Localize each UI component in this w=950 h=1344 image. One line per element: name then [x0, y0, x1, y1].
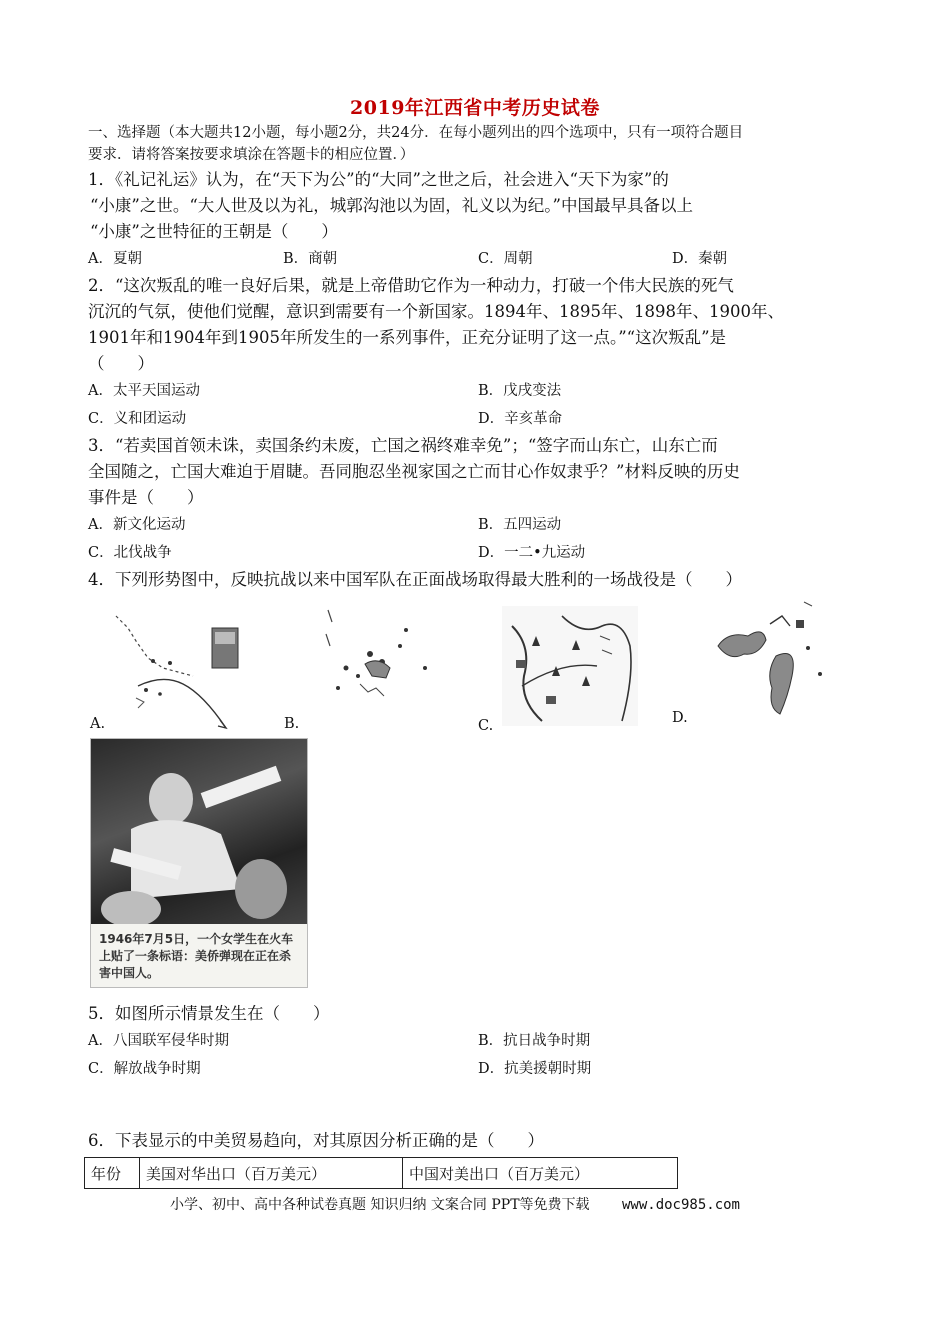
q2-stem-line-4: （ ）	[88, 354, 154, 373]
q3-option-a[interactable]: A．新文化运动	[88, 517, 186, 533]
footer-url[interactable]: www.doc985.com	[621, 1197, 740, 1213]
header-us-exports: 美国对华出口（百万美元）	[140, 1158, 403, 1189]
q2-stem-line-3: 1901年和1904年到1905年所发生的一系列事件，正充分证明了这一点。”“这次叛乱”是	[88, 328, 727, 347]
map-c-label[interactable]: C.	[478, 718, 494, 734]
map-a-image[interactable]	[108, 606, 258, 730]
q3-option-c[interactable]: C．北伐战争	[88, 545, 172, 561]
q3-option-d[interactable]: D．一二•九运动	[478, 545, 586, 561]
section-instructions-line-2: 要求．请将答案按要求填涂在答题卡的相应位置．）	[88, 147, 415, 163]
q6-stem: 6．下表显示的中美贸易趋向，对其原因分析正确的是（ ）	[88, 1131, 544, 1150]
q2-option-a[interactable]: A．太平天国运动	[88, 383, 200, 399]
q1-stem-line-1: 1．《礼记礼运》认为，在“天下为公”的“大同”之世之后，社会进入“天下为家”的	[88, 170, 669, 189]
photo-image	[91, 739, 307, 924]
q2-option-d[interactable]: D．辛亥革命	[478, 411, 563, 427]
q3-stem-line-1: 3．“若卖国首领未诛，卖国条约未废，亡国之祸终难幸免”；“签字而山东亡，山东亡而	[88, 436, 718, 455]
q5-option-b[interactable]: B．抗日战争时期	[478, 1033, 591, 1049]
q2-option-b[interactable]: B．戊戌变法	[478, 383, 562, 399]
header-year: 年份	[85, 1158, 140, 1189]
trade-table	[84, 1157, 678, 1189]
q5-option-a[interactable]: A．八国联军侵华时期	[88, 1033, 229, 1049]
q1-stem-line-2: “小康”之世。“大人世及以为礼，城郭沟池以为固，礼义以为纪。”中国最早具备以上	[90, 196, 693, 215]
q2-stem-line-1: 2．“这次叛乱的唯一良好后果，就是上帝借助它作为一种动力，打破一个伟大民族的死气	[88, 276, 734, 295]
map-d-image[interactable]	[708, 596, 840, 724]
q1-stem-line-3: “小康”之世特征的王朝是（ ）	[90, 222, 338, 241]
map-a-label[interactable]: A.	[90, 716, 106, 732]
q2-stem-line-2: 沉沉的气氛，使他们觉醒，意识到需要有一个新国家。1894年、1895年、1898年、1900年、	[88, 302, 784, 321]
map-d-label[interactable]: D.	[672, 710, 688, 726]
q3-stem-line-3: 事件是（ ）	[88, 488, 204, 507]
q1-option-a[interactable]: A．夏朝	[88, 251, 142, 267]
header-china-exports: 中国对美出口（百万美元）	[403, 1158, 678, 1189]
historical-photo	[90, 738, 308, 988]
map-b-image[interactable]	[310, 604, 440, 714]
q4-stem: 4．下列形势图中，反映抗战以来中国军队在正面战场取得最大胜利的一场战役是（ ）	[88, 570, 742, 589]
page-title: 2019年江西省中考历史试卷	[350, 97, 600, 119]
footer	[170, 1194, 740, 1214]
q3-option-b[interactable]: B．五四运动	[478, 517, 562, 533]
q5-option-d[interactable]: D．抗美援朝时期	[478, 1061, 592, 1077]
footer-text: 小学、初中、高中各种试卷真题 知识归纳 文案合同 PPT等免费下载	[170, 1197, 590, 1213]
q2-option-c[interactable]: C．义和团运动	[88, 411, 187, 427]
q5-stem: 5．如图所示情景发生在（ ）	[88, 1004, 330, 1023]
section-instructions-line-1: 一、选择题（本大题共12小题，每小题2分，共24分．在每小题列出的四个选项中，只有一项符合题目	[88, 125, 744, 141]
map-c-image[interactable]	[502, 606, 638, 726]
q1-option-d[interactable]: D．秦朝	[672, 251, 728, 267]
q3-stem-line-2: 全国随之，亡国大难迫于眉睫。吾同胞忍坐视家国之亡而甘心作奴隶乎？”材料反映的历史	[88, 462, 740, 481]
map-b-label[interactable]: B.	[284, 716, 300, 732]
q5-option-c[interactable]: C．解放战争时期	[88, 1061, 201, 1077]
q1-option-c[interactable]: C．周朝	[478, 251, 533, 267]
q1-option-b[interactable]: B．商朝	[283, 251, 338, 267]
photo-caption: 1946年7月5日，一个女学生在火车上贴了一条标语：美侨弹现在正在杀害中国人。	[99, 932, 294, 980]
table-header-row	[85, 1158, 678, 1189]
